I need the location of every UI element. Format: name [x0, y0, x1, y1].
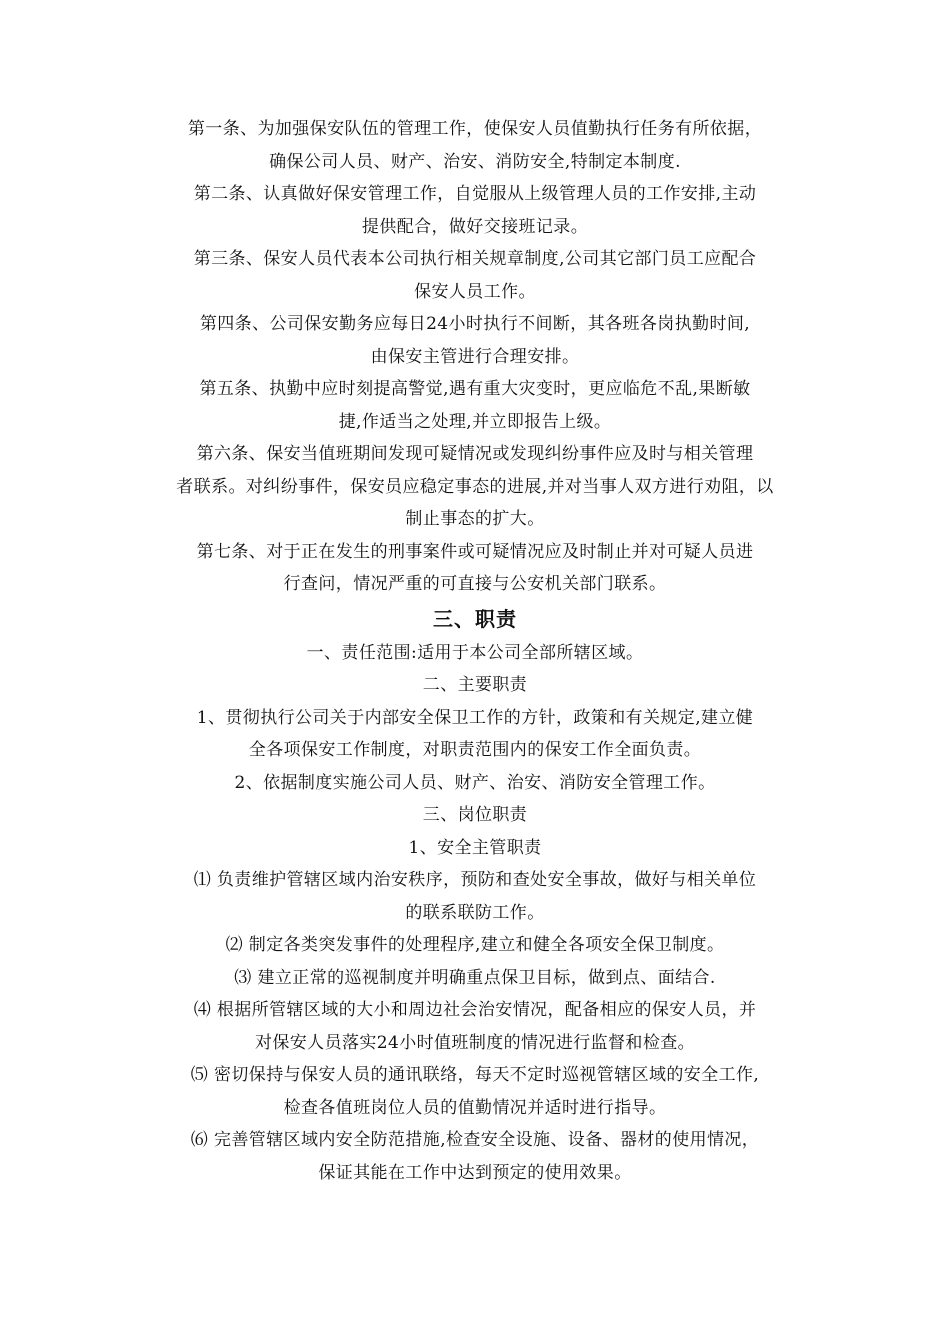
article-7-line-1: 第七条、对于正在发生的刑事案件或可疑情况应及时制止并对可疑人员进 [196, 541, 754, 562]
article-6-line-3: 制止事态的扩大。 [405, 509, 545, 529]
main-duties-title: 二、主要职责 [422, 675, 528, 695]
article-6-line-2: 者联系。对纠纷事件，保安员应稳定事态的进展,并对当事人双方进行劝阻，以 [176, 476, 774, 497]
supervisor-duty-3-line-1: ⑶ 建立正常的巡视制度并明确重点保卫目标，做到点、面结合. [234, 967, 716, 988]
article-7-line-2: 行查问，情况严重的可直接与公安机关部门联系。 [283, 574, 667, 594]
article-5-line-1: 第五条、执勤中应时刻提高警觉,遇有重大灾变时，更应临危不乱,果断敏 [199, 379, 751, 399]
supervisor-duty-2-line-1: ⑵ 制定各类突发事件的处理程序,建立和健全各项安全保卫制度。 [225, 935, 725, 955]
main-duty-1-line-1: 1、贯彻执行公司关于内部安全保卫工作的方针，政策和有关规定,建立健 [196, 707, 754, 728]
supervisor-duty-1-line-1: ⑴ 负责维护管辖区域内治安秩序，预防和查处安全事故，做好与相关单位 [193, 870, 757, 890]
article-6-line-1: 第六条、保安当值班期间发现可疑情况或发现纠纷事件应及时与相关管理 [196, 444, 754, 464]
article-3-line-1: 第三条、保安人员代表本公司执行相关规章制度,公司其它部门员工应配合 [193, 249, 757, 269]
main-duty-1-line-2: 全各项保安工作制度，对职责范围内的保安工作全面负责。 [248, 740, 702, 760]
document-body [140, 113, 810, 1189]
supervisor-duty-6-line-2: 保证其能在工作中达到预定的使用效果。 [318, 1162, 632, 1183]
supervisor-duty-5-line-1: ⑸ 密切保持与保安人员的通讯联络，每天不定时巡视管辖区域的安全工作, [190, 1065, 760, 1085]
post-duties-title: 三、岗位职责 [422, 805, 528, 825]
supervisor-duty-4-line-2: 对保安人员落实24小时值班制度的情况进行监督和检查。 [254, 1032, 696, 1053]
article-4-line-2: 由保安主管进行合理安排。 [370, 346, 580, 367]
article-2-line-2: 提供配合，做好交接班记录。 [361, 216, 589, 237]
section-title: 三、职责 [433, 606, 517, 631]
supervisor-title: 1、安全主管职责 [408, 837, 542, 858]
article-2-line-1: 第二条、认真做好保安管理工作，自觉服从上级管理人员的工作安排,主动 [193, 184, 757, 204]
article-5-line-2: 捷,作适当之处理,并立即报告上级。 [338, 411, 612, 432]
article-4-line-1: 第四条、公司保安勤务应每日24小时执行不间断，其各班各岗执勤时间, [199, 314, 751, 334]
supervisor-duty-4-line-1: ⑷ 根据所管辖区域的大小和周边社会治安情况，配备相应的保安人员，并 [193, 1000, 757, 1020]
supervisor-duty-1-line-2: 的联系联防工作。 [405, 902, 545, 923]
supervisor-duty-5-line-2: 检查各值班岗位人员的值勤情况并适时进行指导。 [283, 1097, 667, 1118]
supervisor-duty-6-line-1: ⑹ 完善管辖区域内安全防范措施,检查安全设施、设备、器材的使用情况， [190, 1130, 760, 1150]
main-duty-2-line-1: 2、依据制度实施公司人员、财产、治安、消防安全管理工作。 [234, 772, 716, 793]
article-3-line-2: 保安人员工作。 [414, 281, 536, 302]
article-1-line-1: 第一条、为加强保安队伍的管理工作，使保安人员值勤执行任务有所依据， [187, 119, 763, 139]
scope-line: 一、责任范围:适用于本公司全部所辖区域。 [306, 642, 644, 663]
article-1-line-2: 确保公司人员、财产、治安、消防安全,特制定本制度. [269, 151, 681, 172]
